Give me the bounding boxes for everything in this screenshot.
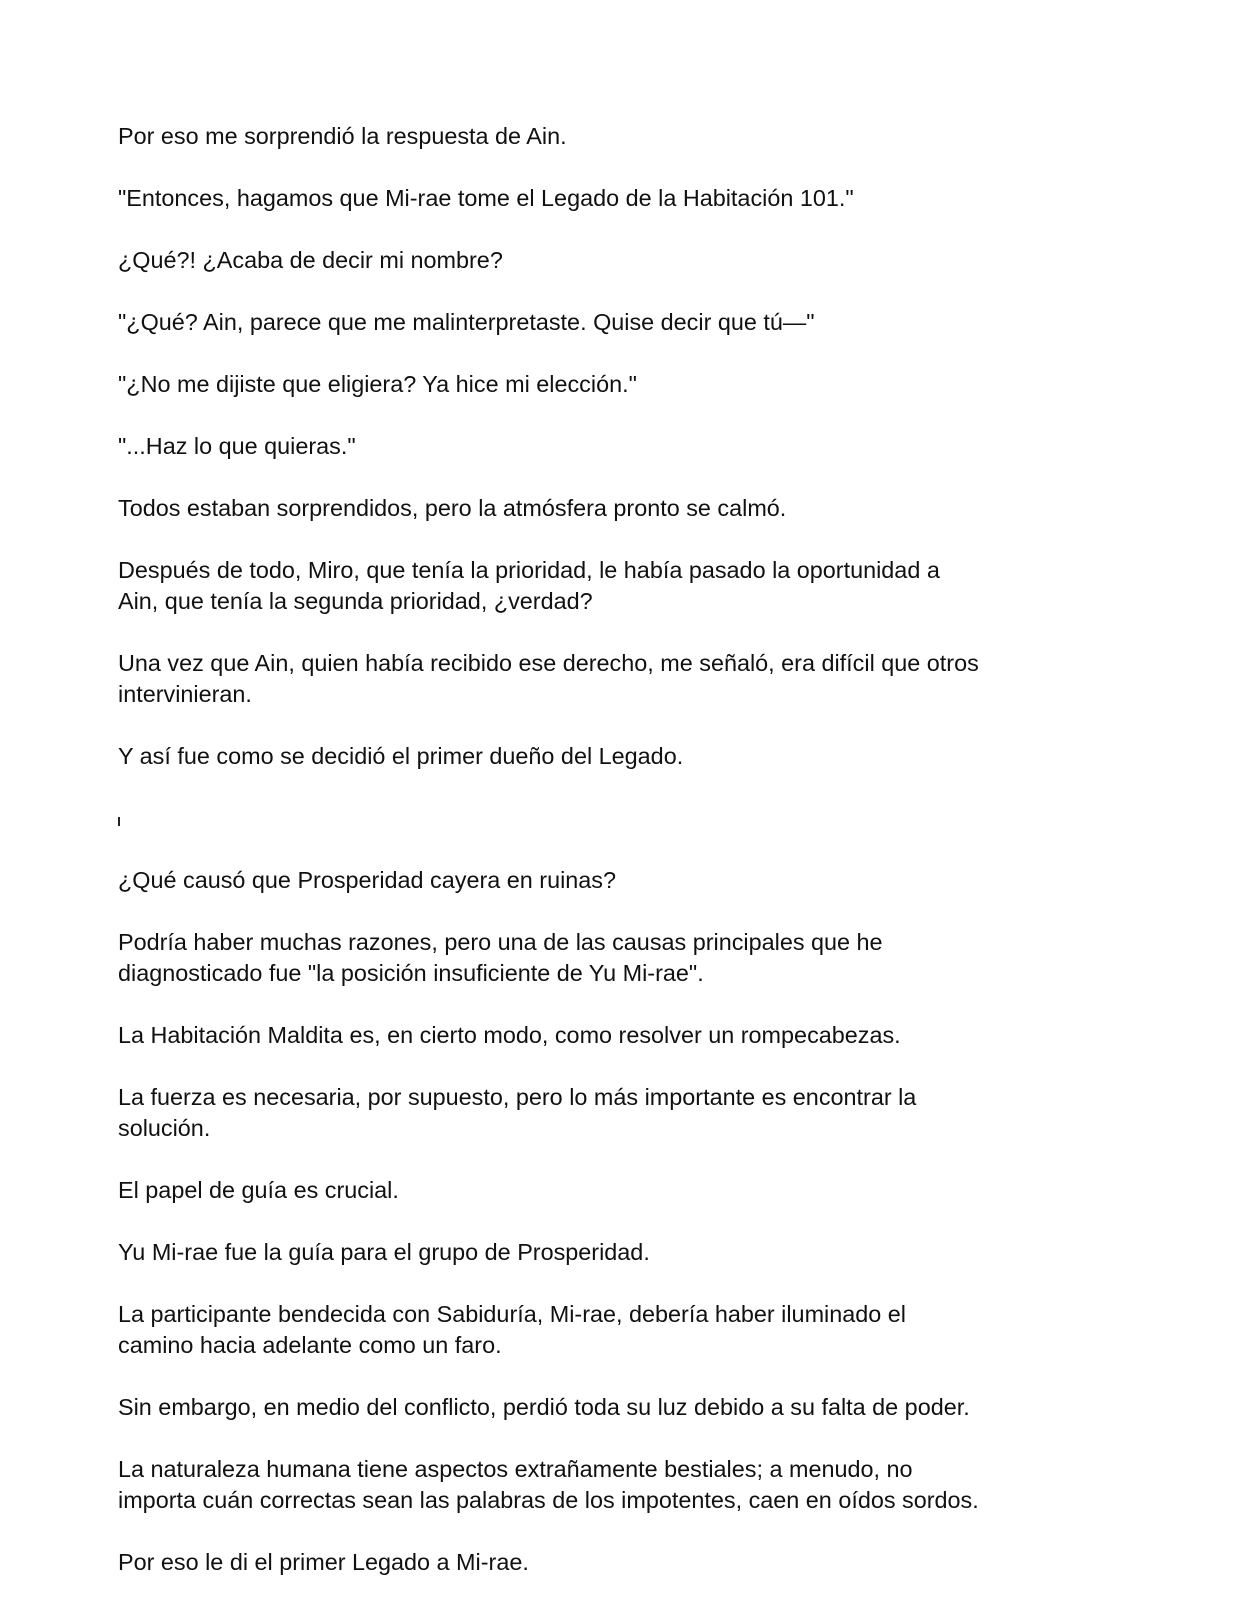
paragraph: La Habitación Maldita es, en cierto modo, como resolver un rompecabezas. (118, 1022, 901, 1048)
paragraph: Todos estaban sorprendidos, pero la atmósfera pronto se calmó. (118, 495, 787, 521)
paragraph: Después de todo, Miro, que tenía la prioridad, le había pasado la oportunidad a Ain, que tenía la segunda prioridad, ¿verdad? (118, 557, 940, 614)
section-separator (118, 803, 1128, 834)
paragraph: La fuerza es necesaria, por supuesto, pero lo más importante es encontrar la solución. (118, 1084, 917, 1141)
paragraph: "¿No me dijiste que eligiera? Ya hice mi elección." (118, 371, 637, 397)
paragraph: Podría haber muchas razones, pero una de las causas principales que he diagnosticado fue "la posición insuficiente de Yu Mi-rae". (118, 929, 883, 986)
separator-mark (118, 817, 120, 826)
paragraph: Y así fue como se decidió el primer dueño del Legado. (118, 743, 684, 769)
paragraph: Yu Mi-rae fue la guía para el grupo de Prosperidad. (118, 1239, 650, 1265)
paragraph: Por eso me sorprendió la respuesta de Ain. (118, 123, 567, 149)
paragraph: ¿Qué causó que Prosperidad cayera en ruinas? (118, 867, 616, 893)
paragraph: La participante bendecida con Sabiduría, Mi-rae, debería haber iluminado el camino hacia adelante como un faro. (118, 1301, 906, 1358)
paragraph: ¿Qué?! ¿Acaba de decir mi nombre? (118, 247, 503, 273)
paragraph: La naturaleza humana tiene aspectos extrañamente bestiales; a menudo, no importa cuán correctas sean las palabras de los impotentes, caen en oídos sordos. (118, 1456, 979, 1513)
paragraph: Una vez que Ain, quien había recibido ese derecho, me señaló, era difícil que otros intervinieran. (118, 650, 979, 707)
paragraph: El papel de guía es crucial. (118, 1177, 399, 1203)
paragraph: Sin embargo, en medio del conflicto, perdió toda su luz debido a su falta de poder. (118, 1394, 970, 1420)
paragraph: "...Haz lo que quieras." (118, 433, 356, 459)
paragraph: Por eso le di el primer Legado a Mi-rae. (118, 1549, 529, 1575)
paragraph: "Entonces, hagamos que Mi-rae tome el Legado de la Habitación 101." (118, 185, 854, 211)
document-body (118, 121, 1128, 1609)
paragraph: "¿Qué? Ain, parece que me malinterpretaste. Quise decir que tú—" (118, 309, 815, 335)
